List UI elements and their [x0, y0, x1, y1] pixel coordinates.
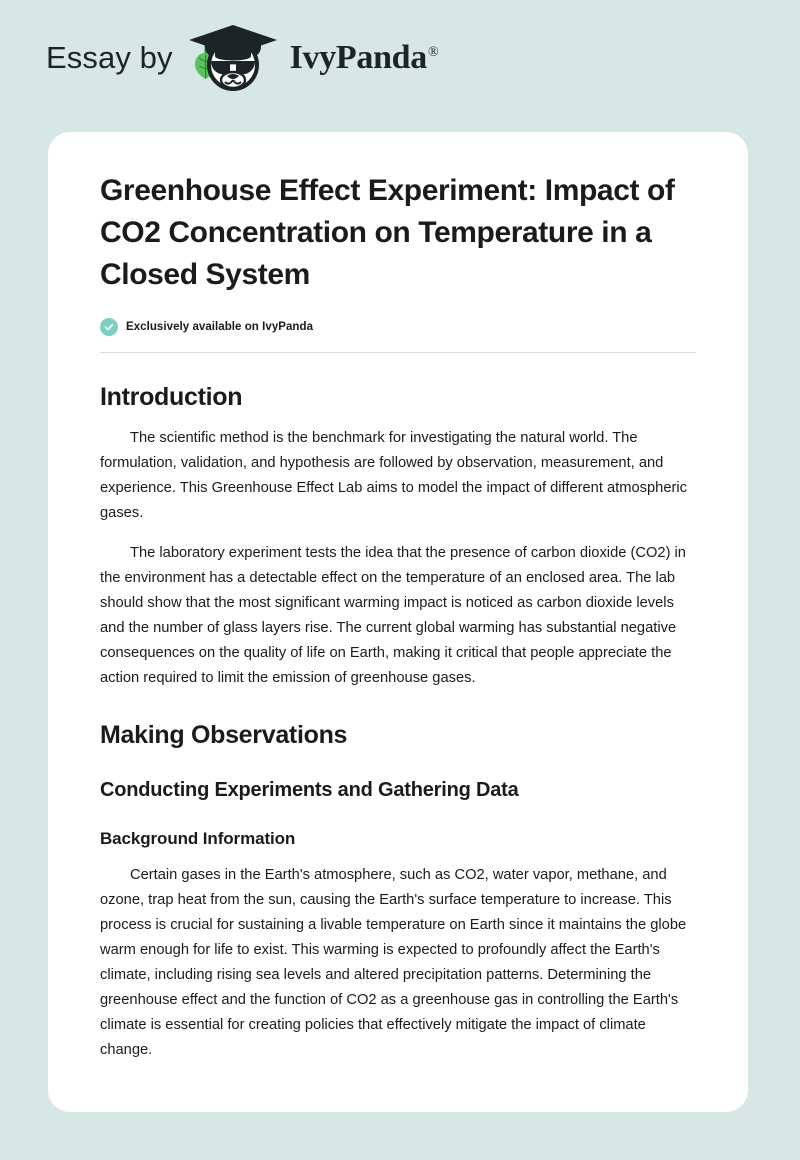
section-heading-introduction: Introduction — [100, 383, 243, 411]
ivypanda-logo-link[interactable] — [185, 22, 439, 94]
section-heading-making-observations: Making Observations — [100, 721, 348, 749]
subsection-heading-conducting-experiments: Conducting Experiments and Gathering Data — [100, 779, 519, 801]
exclusive-availability-badge — [100, 318, 696, 336]
essay-by-label: Essay by — [46, 40, 173, 75]
paragraph: The scientific method is the benchmark for investigating the natural world. The formulation, validation, and hypothesis are followed by observation, measurement, and experience. This Greenhouse Effect Lab aims to model the impact of different atmospheric gases. — [100, 430, 688, 521]
brand-name-text: IvyPanda — [289, 39, 427, 76]
paragraph: Certain gases in the Earth's atmosphere, such as CO2, water vapor, methane, and ozone, trap heat from the sun, causing the Earth's surface temperature to increase. This process is crucial for sustaining a livable temperature on Earth since it maintains the globe warm enough for life to exist. This warming is expected to profoundly affect the Earth's climate, including rising sea levels and altered precipitation patterns. Determining the greenhouse effect and the function of CO2 as a greenhouse gas in controlling the Earth's climate is essential for creating policies that effectively mitigate the impact of climate change. — [100, 867, 687, 1058]
page-title: Greenhouse Effect Experiment: Impact of CO2 Concentration on Temperature in a Closed System — [100, 174, 675, 291]
panda-graduate-icon — [185, 22, 281, 94]
paragraph: The laboratory experiment tests the idea that the presence of carbon dioxide (CO2) in the environment has a detectable effect on the temperature of an enclosed area. The lab should show that the most significant warming impact is noticed as carbon dioxide levels and the number of glass layers rise. The current global warming has substantial negative consequences on the quality of life on Earth, making it critical that people appreciate the action required to limit the emission of greenhouse gases. — [100, 545, 686, 686]
registered-trademark-mark: ® — [428, 44, 439, 60]
check-circle-icon — [100, 318, 118, 336]
essay-card — [48, 132, 748, 1112]
brand-lockup — [46, 22, 438, 94]
brand-header — [0, 0, 800, 132]
ivypanda-wordmark — [290, 39, 439, 77]
header-divider — [100, 352, 696, 353]
exclusive-availability-label: Exclusively available on IvyPanda — [126, 321, 314, 333]
subsection-heading-background-information: Background Information — [100, 829, 296, 848]
